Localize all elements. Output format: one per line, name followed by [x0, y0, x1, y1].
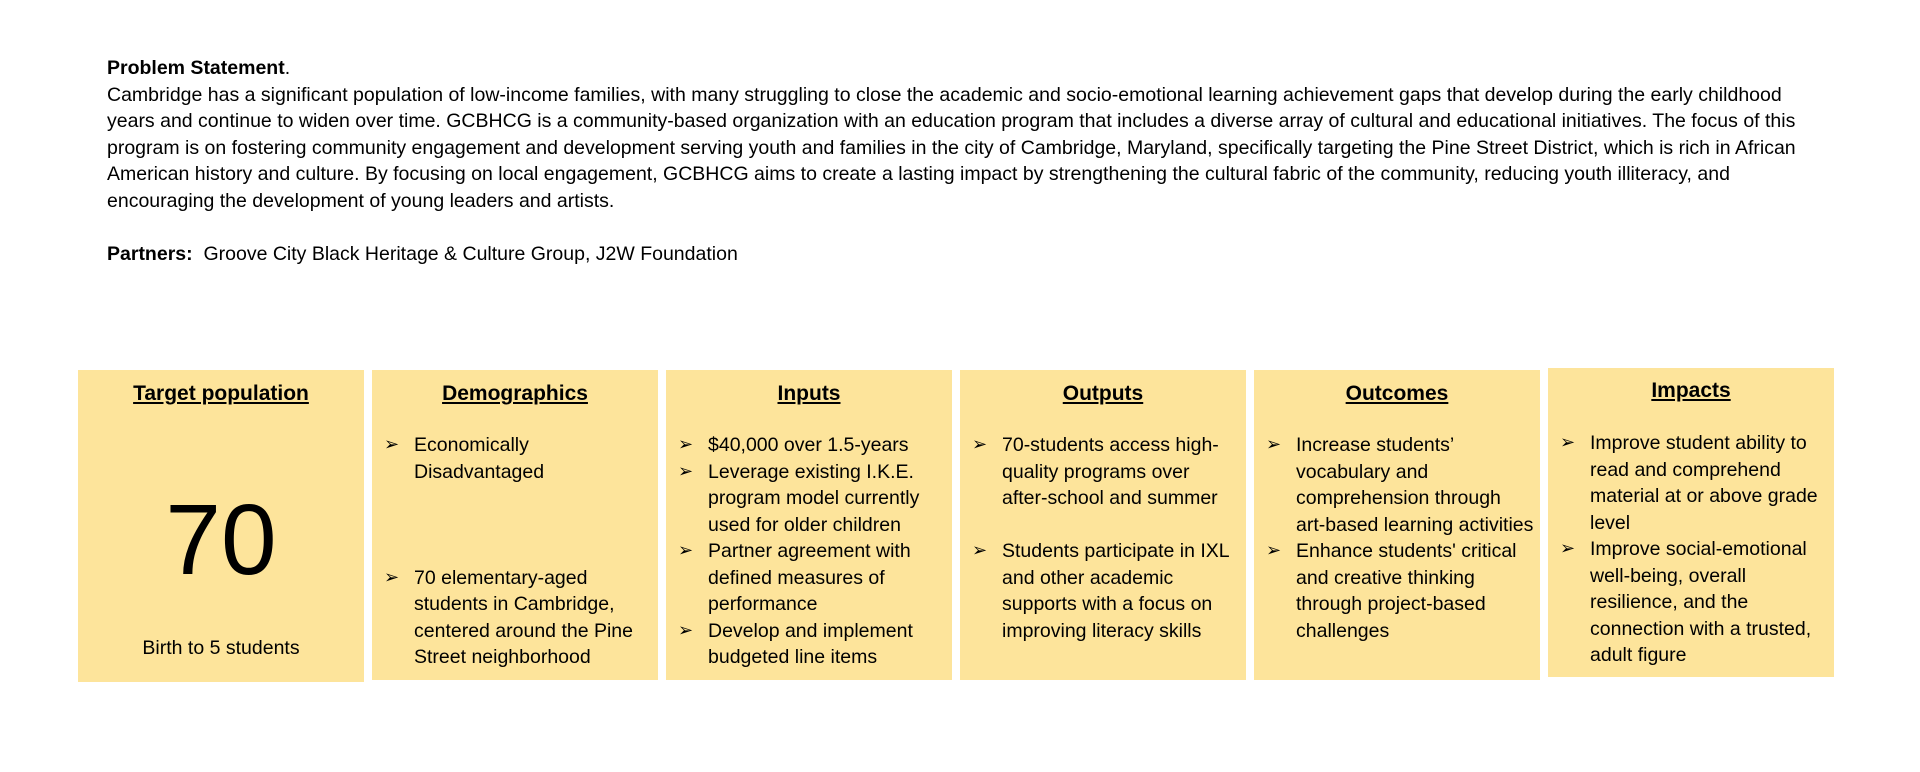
target-population-caption: Birth to 5 students — [142, 637, 300, 659]
list-item: ➢ 70 elementary-aged students in Cambridge, centered around the Pine Street neighborhood — [384, 566, 633, 668]
card-inputs — [666, 370, 952, 680]
card-title-impacts: Impacts — [1651, 379, 1731, 402]
arrowhead-bullet-icon: ➢ — [1560, 538, 1576, 559]
arrowhead-bullet-icon: ➢ — [1266, 434, 1282, 455]
list-item: ➢ Increase students’ vocabulary and comprehension through art-based learning activities — [1266, 434, 1534, 536]
list-item: ➢ $40,000 over 1.5-years — [678, 432, 946, 459]
card-title-outputs: Outputs — [1062, 382, 1144, 405]
arrowhead-bullet-icon: ➢ — [1266, 540, 1282, 561]
list-item: ➢ Leverage existing I.K.E. program model currently used for older children — [678, 460, 920, 536]
list-item: ➢ Students participate in IXL and other academic supports with a focus on improving literacy skills — [972, 540, 1229, 642]
partners-value: Groove City Black Heritage & Culture Group, J2W Foundation — [203, 242, 738, 265]
target-population-content — [78, 0, 364, 772]
arrowhead-bullet-icon: ➢ — [384, 566, 400, 588]
list-item: ➢ Develop and implement budgeted line items — [678, 619, 913, 668]
arrowhead-bullet-icon: ➢ — [678, 460, 694, 482]
arrowhead-bullet-icon: ➢ — [972, 434, 988, 455]
list-item: ➢ Improve social-emotional well-being, overall resilience, and the connection with a trusted, adult figure — [1560, 538, 1812, 666]
list-item: ➢ Enhance students' critical and creative thinking through project-based challenges — [1266, 540, 1517, 642]
arrowhead-bullet-icon: ➢ — [384, 434, 400, 455]
list-item: ➢ Partner agreement with defined measures of performance — [678, 540, 911, 615]
card-outcomes — [1254, 370, 1540, 680]
problem-statement-body: Cambridge has a significant population of low-income families, with many struggling to close the academic and socio-emotional learning achievement gaps that develop during the early childhood years and continue to widen over time. GCBHCG is a community-based organization with an education program that includes a diverse array of cultural and educational initiatives. The focus of this program is on fostering community engagement and development serving youth and families in the city of Cambridge, Maryland, specifically targeting the Pine Street District, which is rich in African American history and culture. By focusing on local engagement, GCBHCG aims to create a lasting impact by strengthening the cultural fabric of the community, reducing youth illiteracy, and encouraging the development of young leaders and artists. — [107, 83, 1796, 212]
list-item: ➢ 70-students access high-quality programs over after-school and summer — [972, 434, 1219, 509]
demographics-list — [384, 432, 652, 671]
arrowhead-bullet-icon: ➢ — [678, 540, 694, 561]
outputs-list — [972, 432, 1240, 644]
problem-statement-heading: Problem Statement — [107, 57, 285, 79]
card-demographics — [372, 370, 658, 680]
card-title-inputs: Inputs — [777, 382, 841, 405]
inputs-list — [678, 432, 946, 671]
outcomes-list — [1266, 432, 1534, 644]
list-item: ➢ Economically Disadvantaged — [384, 434, 545, 483]
impacts-list — [1560, 430, 1828, 669]
card-title-outcomes: Outcomes — [1345, 382, 1449, 405]
arrowhead-bullet-icon: ➢ — [678, 619, 694, 641]
arrowhead-bullet-icon: ➢ — [972, 540, 988, 561]
card-impacts — [1548, 368, 1834, 677]
card-title-target-population: Target population — [133, 382, 309, 405]
partners-label: Partners: — [107, 242, 193, 265]
arrowhead-bullet-icon: ➢ — [1560, 432, 1576, 453]
list-item: ➢ Improve student ability to read and comprehend material at or above grade level — [1560, 432, 1818, 534]
problem-statement-heading-punct: . — [284, 57, 291, 79]
card-outputs — [960, 370, 1246, 680]
target-population-count: 70 — [165, 484, 277, 596]
arrowhead-bullet-icon: ➢ — [678, 434, 694, 455]
card-title-demographics: Demographics — [442, 382, 588, 405]
